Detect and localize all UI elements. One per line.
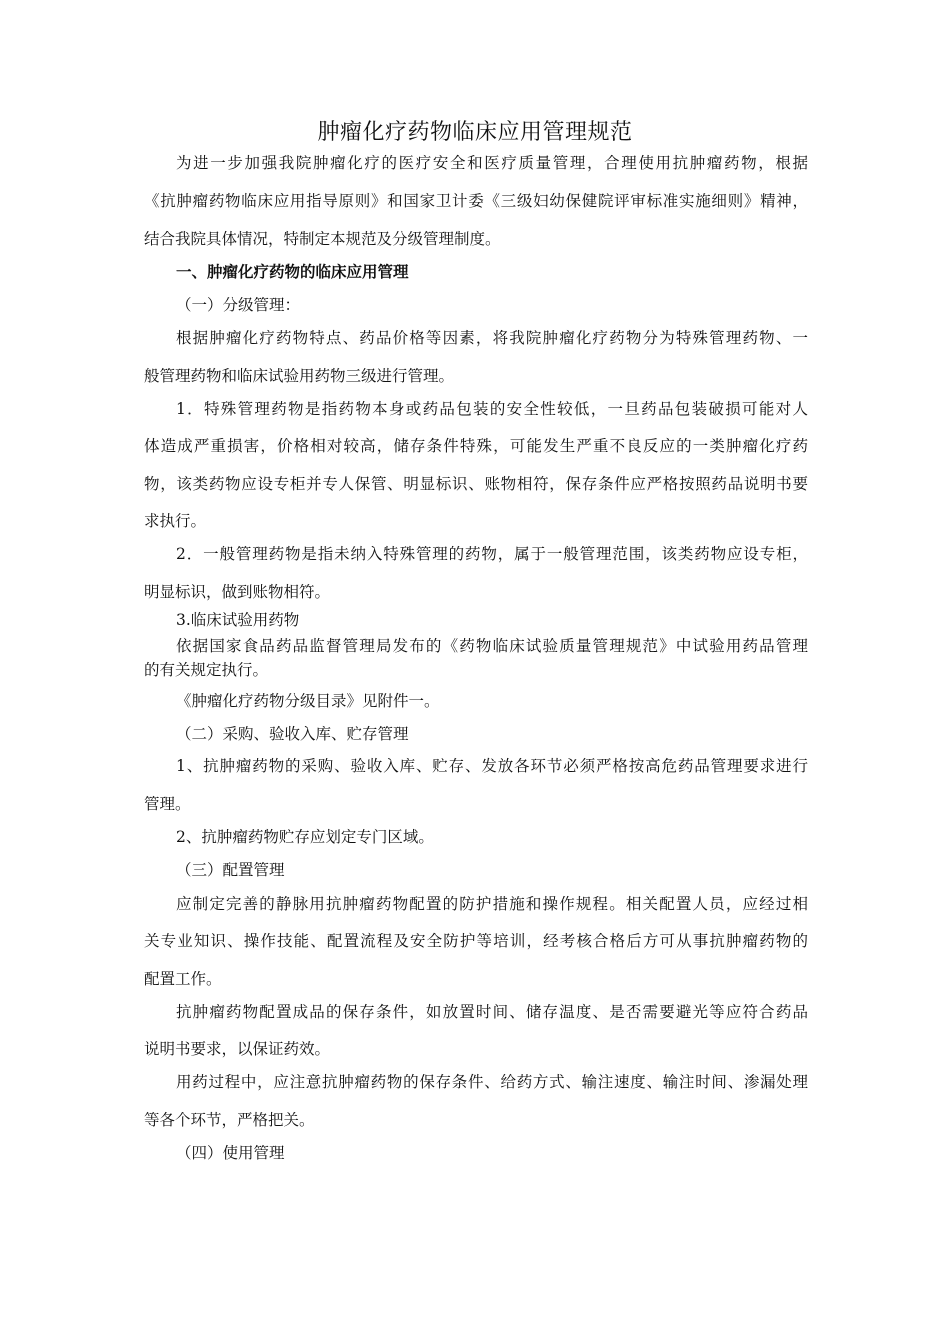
paragraph-line: 1．特殊管理药物是指药物本身或药品包装的安全性较低，一旦药品包装破损可能对人 <box>176 400 808 418</box>
paragraph-line: 体造成严重损害，价格相对较高，储存条件特殊，可能发生严重不良反应的一类肿瘤化疗药 <box>144 437 808 455</box>
paragraph-line: 关专业知识、操作技能、配置流程及安全防护等培训，经考核合格后方可从事抗肿瘤药物的 <box>144 932 808 950</box>
paragraph-line: 般管理药物和临床试验用药物三级进行管理。 <box>144 367 455 385</box>
paragraph-line: （一）分级管理： <box>176 296 301 314</box>
section-heading: 一、肿瘤化疗药物的临床应用管理 <box>176 262 409 281</box>
paragraph-line: （二）采购、验收入库、贮存管理 <box>176 725 409 743</box>
paragraph-line: 结合我院具体情况，特制定本规范及分级管理制度。 <box>144 230 501 248</box>
paragraph-line: 3.临床试验用药物 <box>176 611 300 629</box>
paragraph-line: 应制定完善的静脉用抗肿瘤药物配置的防护措施和操作规程。相关配置人员，应经过相 <box>176 895 808 913</box>
paragraph-line: 2．一般管理药物是指未纳入特殊管理的药物，属于一般管理范围，该类药物应设专柜， <box>176 545 808 563</box>
paragraph-line: （四）使用管理 <box>176 1144 285 1162</box>
paragraph-line: 说明书要求，以保证药效。 <box>144 1040 331 1058</box>
paragraph-line: 明显标识，做到账物相符。 <box>144 583 331 601</box>
paragraph-line: 抗肿瘤药物配置成品的保存条件，如放置时间、储存温度、是否需要避光等应符合药品 <box>176 1003 808 1021</box>
paragraph-line: 《肿瘤化疗药物分级目录》见附件一。 <box>176 692 440 710</box>
paragraph-line: 管理。 <box>144 795 191 813</box>
paragraph-line: 依据国家食品药品监督管理局发布的《药物临床试验质量管理规范》中试验用药品管理 <box>176 637 808 655</box>
paragraph-line: （三）配置管理 <box>176 861 285 879</box>
paragraph-line: 的有关规定执行。 <box>144 661 269 679</box>
paragraph-line: 2、抗肿瘤药物贮存应划定专门区域。 <box>176 828 434 846</box>
document-title: 肿瘤化疗药物临床应用管理规范 <box>317 120 633 145</box>
paragraph-line: 根据肿瘤化疗药物特点、药品价格等因素，将我院肿瘤化疗药物分为特殊管理药物、一 <box>176 329 808 347</box>
paragraph-line: 用药过程中，应注意抗肿瘤药物的保存条件、给药方式、输注速度、输注时间、渗漏处理 <box>176 1073 808 1091</box>
paragraph-line: 等各个环节，严格把关。 <box>144 1111 315 1129</box>
paragraph-line: 配置工作。 <box>144 970 222 988</box>
paragraph-line: 物，该类药物应设专柜并专人保管、明显标识、账物相符，保存条件应严格按照药品说明书要 <box>144 475 808 493</box>
paragraph-line: 为进一步加强我院肿瘤化疗的医疗安全和医疗质量管理，合理使用抗肿瘤药物，根据 <box>176 154 808 172</box>
paragraph-line: 求执行。 <box>144 512 207 530</box>
paragraph-line: 《抗肿瘤药物临床应用指导原则》和国家卫计委《三级妇幼保健院评审标准实施细则》精神， <box>144 192 808 210</box>
paragraph-line: 1、抗肿瘤药物的采购、验收入库、贮存、发放各环节必须严格按高危药品管理要求进行 <box>176 757 808 775</box>
